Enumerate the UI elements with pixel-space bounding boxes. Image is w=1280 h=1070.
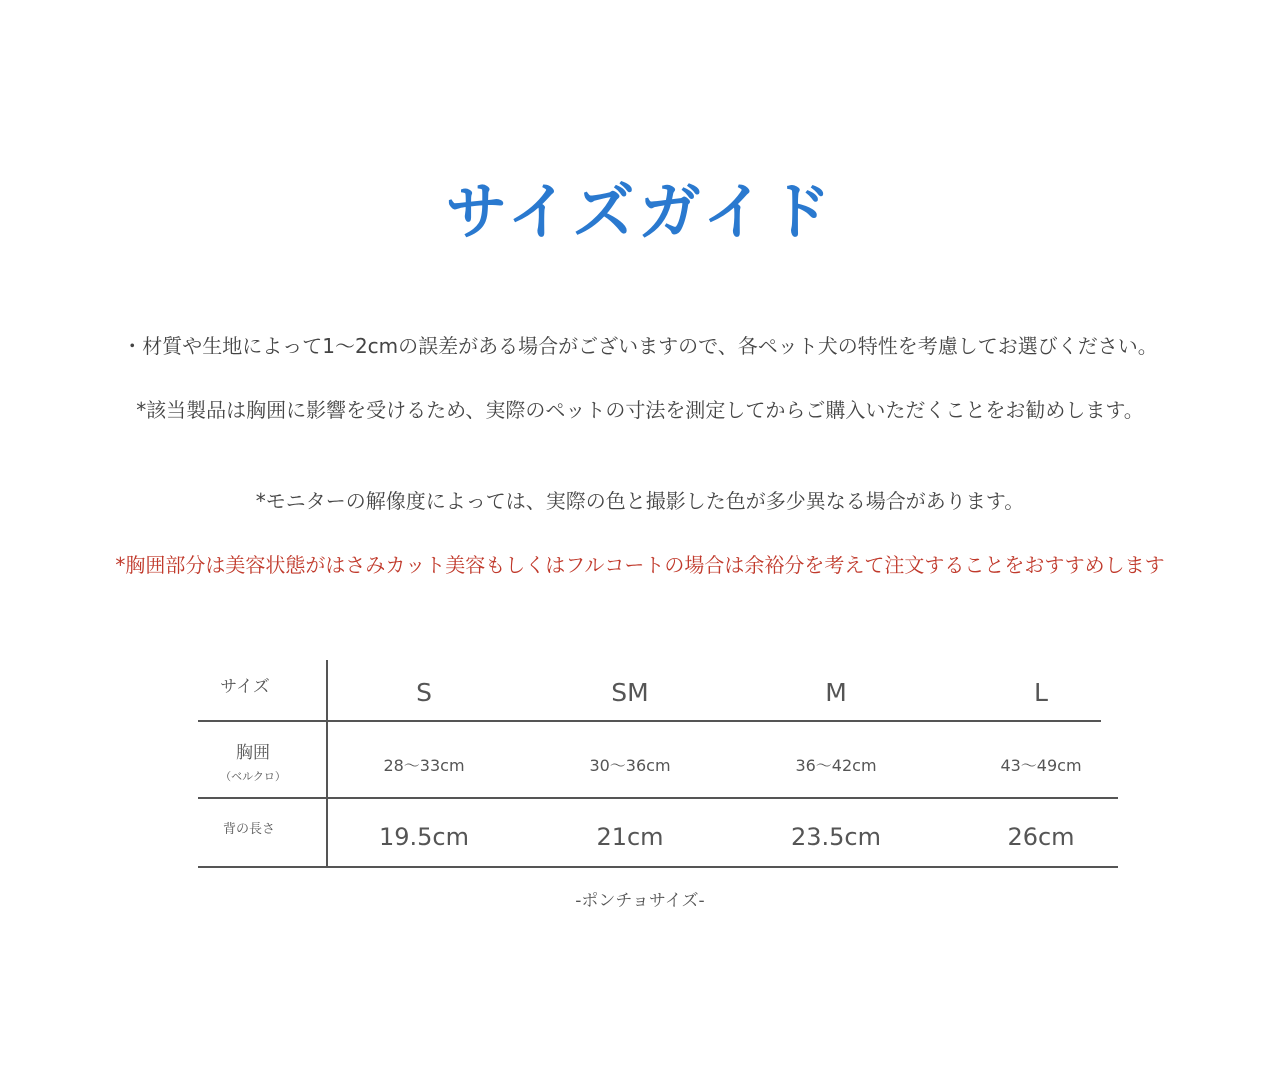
chest-value-l: 43～49cm xyxy=(1000,756,1082,775)
size-header-m: M xyxy=(825,678,847,707)
table-divider-vertical xyxy=(326,660,328,868)
row-label-chest-sub: （ベルクロ） xyxy=(220,770,286,783)
chest-value-m: 36～42cm xyxy=(795,756,877,775)
chest-value-sm: 30～36cm xyxy=(589,756,671,775)
back-value-sm: 21cm xyxy=(596,823,664,851)
table-divider-row xyxy=(198,797,1118,799)
table-caption: -ポンチョサイズ- xyxy=(575,891,705,911)
row-label-back-length: 背の長さ xyxy=(222,822,275,837)
table-divider-header xyxy=(198,720,1101,722)
row-label-chest: 胸囲 xyxy=(236,743,270,763)
table-divider-bottom xyxy=(198,866,1118,868)
size-header-s: S xyxy=(416,678,432,707)
note-monitor: *モニターの解像度によっては、実際の色と撮影した色が多少異なる場合があります。 xyxy=(255,489,1025,513)
back-value-s: 19.5cm xyxy=(378,823,469,851)
back-value-m: 23.5cm xyxy=(790,823,881,851)
note-grooming-warning: *胸囲部分は美容状態がはさみカット美容もしくはフルコートの場合は余裕分を考えて注文することをおすすめします xyxy=(115,553,1165,577)
back-value-l: 26cm xyxy=(1007,823,1075,851)
note-measure: *該当製品は胸囲に影響を受けるため、実際のペットの寸法を測定してからご購入いただくことをお勧めします。 xyxy=(136,398,1144,422)
size-table xyxy=(198,660,1118,870)
size-header-sm: SM xyxy=(611,678,649,707)
note-tolerance: ・材質や生地によって1～2cmの誤差がある場合がございますので、各ペット犬の特性を考慮してお選びください。 xyxy=(122,334,1158,358)
row-label-size: サイズ xyxy=(220,677,270,697)
page-title: サイズガイド xyxy=(445,175,835,248)
chest-value-s: 28～33cm xyxy=(383,756,465,775)
size-header-l: L xyxy=(1034,678,1048,707)
